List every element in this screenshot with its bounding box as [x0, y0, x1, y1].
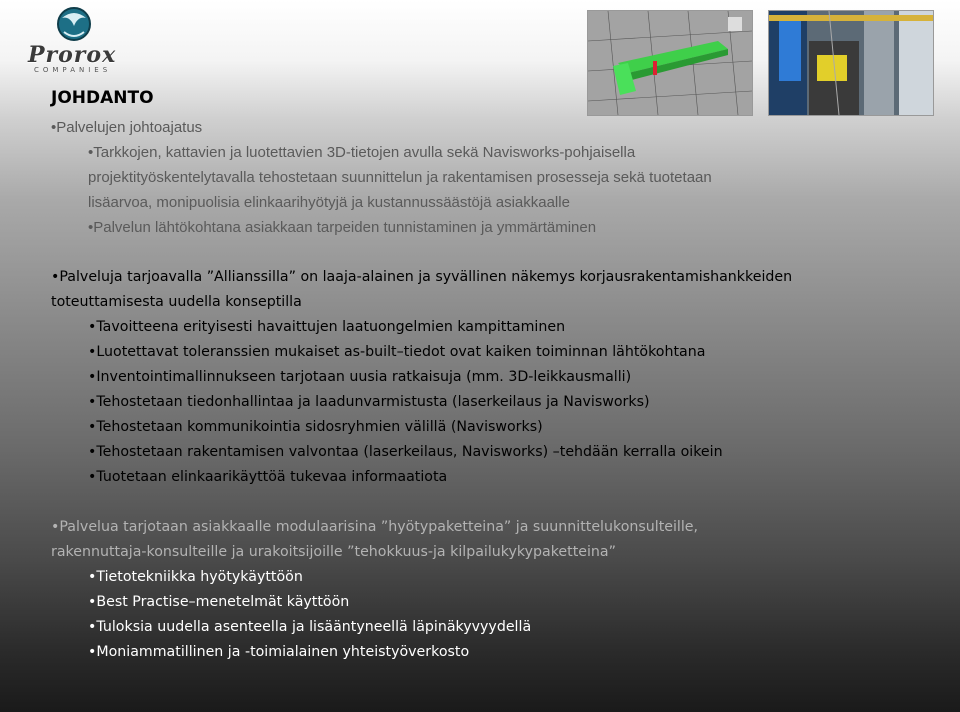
logo-globe-icon — [24, 4, 134, 44]
bullet-line-9: •Luotettavat toleranssien mukaiset as-built–tiedot ovat kaiken toiminnan lähtökohtana — [88, 344, 706, 360]
navisworks-3d-model-image — [587, 10, 753, 116]
body-line-16: rakennuttaja-konsulteille ja urakoitsijoille ”tehokkuus-ja kilpailukykypaketteina” — [51, 544, 616, 560]
bullet-line-11: •Tehostetaan tiedonhallintaa ja laadunvarmistusta (laserkeilaus ja Navisworks) — [88, 394, 650, 410]
bullet-line-5: •Palvelun lähtökohtana asiakkaan tarpeiden tunnistaminen ja ymmärtäminen — [88, 219, 597, 236]
laser-scan-point-cloud-image — [768, 10, 934, 116]
bullet-line-13: •Tehostetaan rakentamisen valvontaa (laserkeilaus, Navisworks) –tehdään kerralla oikein — [88, 444, 723, 460]
page-title: JOHDANTO — [51, 88, 154, 108]
logo-wordmark: Prorox — [28, 42, 117, 68]
bullet-line-6: •Palveluja tarjoavalla ”Allianssilla” on laaja-alainen ja syvällinen näkemys korjausrakentamishankkeiden — [51, 269, 793, 285]
bullet-line-1: •Palvelujen johtoajatus — [51, 119, 203, 136]
bullet-line-10: •Inventointimallinnukseen tarjotaan uusia ratkaisuja (mm. 3D-leikkausmalli) — [88, 369, 632, 385]
body-line-7: toteuttamisesta uudella konseptilla — [51, 294, 302, 310]
bullet-line-15: •Palvelua tarjotaan asiakkaalle modulaarisina ”hyötypaketteina” ja suunnittelukonsulteille, — [51, 519, 699, 535]
bullet-line-14: •Tuotetaan elinkaarikäyttöä tukevaa informaatiota — [88, 469, 448, 485]
bullet-line-12: •Tehostetaan kommunikointia sidosryhmien välillä (Navisworks) — [88, 419, 543, 435]
bullet-line-2: •Tarkkojen, kattavien ja luotettavien 3D-tietojen avulla sekä Navisworks-pohjaisella — [88, 144, 636, 161]
bullet-line-19: •Tuloksia uudella asenteella ja lisääntyneellä läpinäkyvyydellä — [88, 619, 532, 635]
bullet-line-20: •Moniammatillinen ja -toimialainen yhteistyöverkosto — [88, 644, 470, 660]
body-line-3: projektityöskentelytavalla tehostetaan suunnittelun ja rakentamisen prosesseja sekä tuotetaan — [88, 169, 712, 186]
bullet-line-18: •Best Practise–menetelmät käyttöön — [88, 594, 350, 610]
bullet-line-17: •Tietotekniikka hyötykäyttöön — [88, 569, 303, 585]
prorox-logo — [24, 4, 134, 76]
bullet-line-8: •Tavoitteena erityisesti havaittujen laatuongelmien kampittaminen — [88, 319, 566, 335]
logo-tagline: COMPANIES — [34, 66, 112, 74]
body-line-4: lisäarvoa, monipuolisia elinkaarihyötyjä ja kustannussäästöjä asiakkaalle — [88, 194, 570, 211]
